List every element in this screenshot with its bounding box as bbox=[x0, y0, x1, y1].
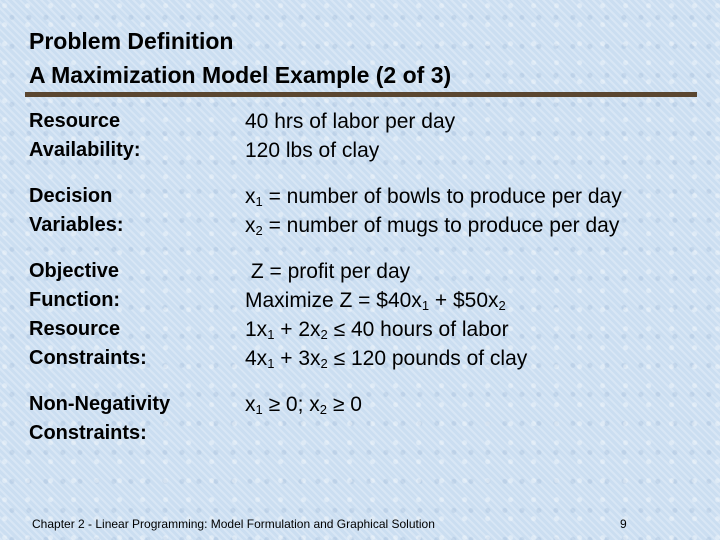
non-negativity-label-line-2: Constraints: bbox=[29, 422, 147, 444]
non-negativity-content bbox=[245, 390, 715, 419]
non-negativity-label-line-1: Non-Negativity bbox=[29, 393, 171, 415]
page-number: 9 bbox=[620, 517, 627, 531]
constraints-label-line-2: Constraints: bbox=[29, 347, 147, 369]
resource-label-line-1: Resource bbox=[29, 110, 121, 132]
non-negativity-constraint: $x_1 \ge 0$; $x_2 \ge 0$ bbox=[245, 393, 362, 417]
labor-availability: 40 hrs of labor per day bbox=[245, 110, 456, 133]
resource-availability-label bbox=[29, 107, 229, 165]
title-divider bbox=[25, 92, 697, 97]
decision-label-line-1: Decision bbox=[29, 185, 113, 207]
objective-label-line-1: Objective bbox=[29, 260, 120, 282]
variable-x2-definition: $x_2$ = number of mugs to produce per day bbox=[245, 214, 620, 238]
decision-variables-content bbox=[245, 182, 715, 240]
slide-title bbox=[29, 24, 689, 92]
objective-function: Maximize $Z = \$40x_1$ + $\$50x_2$ bbox=[245, 289, 506, 313]
title-line-1: Problem Definition bbox=[29, 28, 234, 54]
objective-constraints-content bbox=[245, 257, 715, 373]
decision-label-line-2: Variables: bbox=[29, 214, 124, 236]
variable-x1-definition: $x_1$ = number of bowls to produce per day bbox=[245, 185, 622, 209]
labor-constraint: $1x_1 + 2x_2 \le 40$ hours of labor bbox=[245, 318, 509, 342]
decision-variables-label bbox=[29, 182, 229, 240]
resource-label-line-2: Availability: bbox=[29, 139, 141, 161]
constraints-label-line-1: Resource bbox=[29, 318, 121, 340]
non-negativity-label bbox=[29, 390, 229, 448]
clay-constraint: $4x_1 + 3x_2 \le 120$ pounds of clay bbox=[245, 347, 528, 371]
footer-chapter-title: Chapter 2 - Linear Programming: Model Formulation and Graphical Solution bbox=[32, 517, 435, 531]
clay-availability: 120 lbs of clay bbox=[245, 139, 380, 162]
title-line-2: A Maximization Model Example (2 of 3) bbox=[29, 62, 452, 88]
objective-constraints-label bbox=[29, 257, 229, 373]
objective-label-line-2: Function: bbox=[29, 289, 121, 311]
profit-definition: Z = profit per day bbox=[245, 260, 411, 283]
resource-availability-content bbox=[245, 107, 715, 165]
